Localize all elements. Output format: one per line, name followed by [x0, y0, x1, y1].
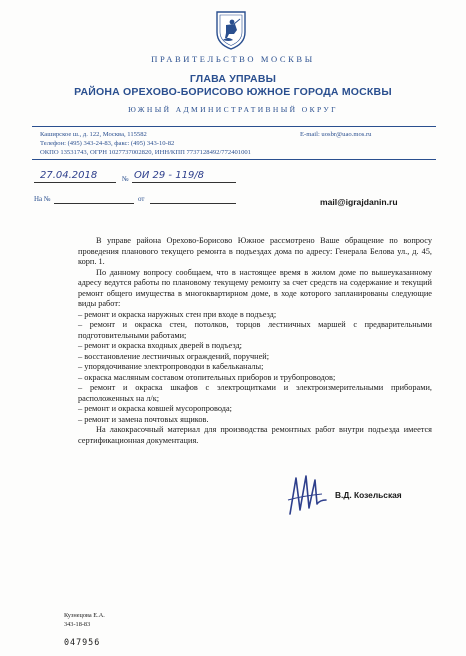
- list-item: – упорядочивание электропроводки в кабельканалы;: [78, 362, 264, 371]
- list-item: – ремонт и окраска стен, потолков, торцов лестничных маршей с предварительными подготовительными работами;: [78, 320, 432, 340]
- office-phone: Телефон: (495) 343-24-83, факс: (495) 343-10-82: [40, 140, 175, 147]
- moscow-coat-of-arms-icon: [215, 10, 247, 50]
- incoming-from-label: от: [138, 195, 145, 203]
- letter-body: [78, 236, 432, 446]
- handwritten-date: 27.04.2018: [40, 170, 98, 181]
- header-divider-top: [32, 126, 436, 127]
- government-name: ПРАВИТЕЛЬСТВО МОСКВЫ: [151, 54, 315, 64]
- header-divider-bottom: [32, 159, 436, 160]
- office-registry: ОКПО 13531743, ОГРН 1027737002820, ИНН/КПП 7737128492/772401001: [40, 149, 251, 156]
- paragraph-intro: В управе района Орехово-Борисово Южное рассмотрено Ваше обращение по вопросу проведения планового текущего ремонта в подъездах дома по адресу: Генерала Белова ул., д. 45, корп. 1.: [78, 236, 432, 266]
- title-district: РАЙОНА ОРЕХОВО-БОРИСОВО ЮЖНОЕ ГОРОДА МОСКВЫ: [74, 86, 392, 98]
- list-item: – ремонт и окраска шкафов с электрощитками и электроизмерительными приборами, расположенных на л/к;: [78, 383, 432, 403]
- list-item: – ремонт и замена почтовых ящиков.: [78, 414, 209, 424]
- list-item: – восстановление лестничных ограждений, поручней;: [78, 351, 270, 361]
- handwritten-signature-icon: [282, 470, 330, 518]
- okrug-name: ЮЖНЫЙ АДМИНИСТРАТИВНЫЙ ОКРУГ: [128, 105, 338, 114]
- paragraph-certificate: На лакокрасочный материал для производства ремонтных работ внутри подъезда имеется сертификационная документация.: [78, 425, 432, 445]
- date-underline: [34, 182, 116, 183]
- title-head: ГЛАВА УПРАВЫ: [189, 73, 277, 85]
- incoming-from-underline: [150, 203, 236, 204]
- paragraph-works: По данному вопросу сообщаем, что в настоящее время в жилом доме по вышеуказанному адресу ведутся работы по плановому текущему ремонту за счет средств на содержание и текущий ремонт общего имущества в многоквартирном доме, в ходе которого запланированы следующие виды работ:: [78, 267, 432, 308]
- incoming-number-label: На №: [34, 195, 51, 203]
- handwritten-number: ОИ 29 - 119/8: [134, 170, 205, 181]
- list-item: – ремонт и окраска наружных стен при входе в подъезд;: [78, 309, 277, 319]
- list-item: – ремонт и окраска ковшей мусоропровода;: [78, 404, 232, 413]
- incoming-number-underline: [54, 203, 134, 204]
- number-underline: [132, 182, 236, 183]
- executor-phone: 343-18-83: [64, 621, 91, 628]
- list-item: – окраска масляным составом отопительных приборов и трубопроводов;: [78, 372, 336, 382]
- list-item: – ремонт и окраска входных дверей в подъезд;: [78, 341, 242, 350]
- document-serial-number: 047956: [64, 637, 101, 647]
- number-label: №: [122, 175, 129, 183]
- executor-name: Кузнецова Е.А.: [64, 612, 105, 619]
- office-address: Каширское ш., д. 122, Москва, 115582: [40, 131, 147, 138]
- signatory-name: В.Д. Козельская: [335, 490, 402, 500]
- addressee-email: mail@igrajdanin.ru: [320, 197, 398, 207]
- office-email: E-mail: uosbr@uao.mos.ru: [300, 131, 372, 138]
